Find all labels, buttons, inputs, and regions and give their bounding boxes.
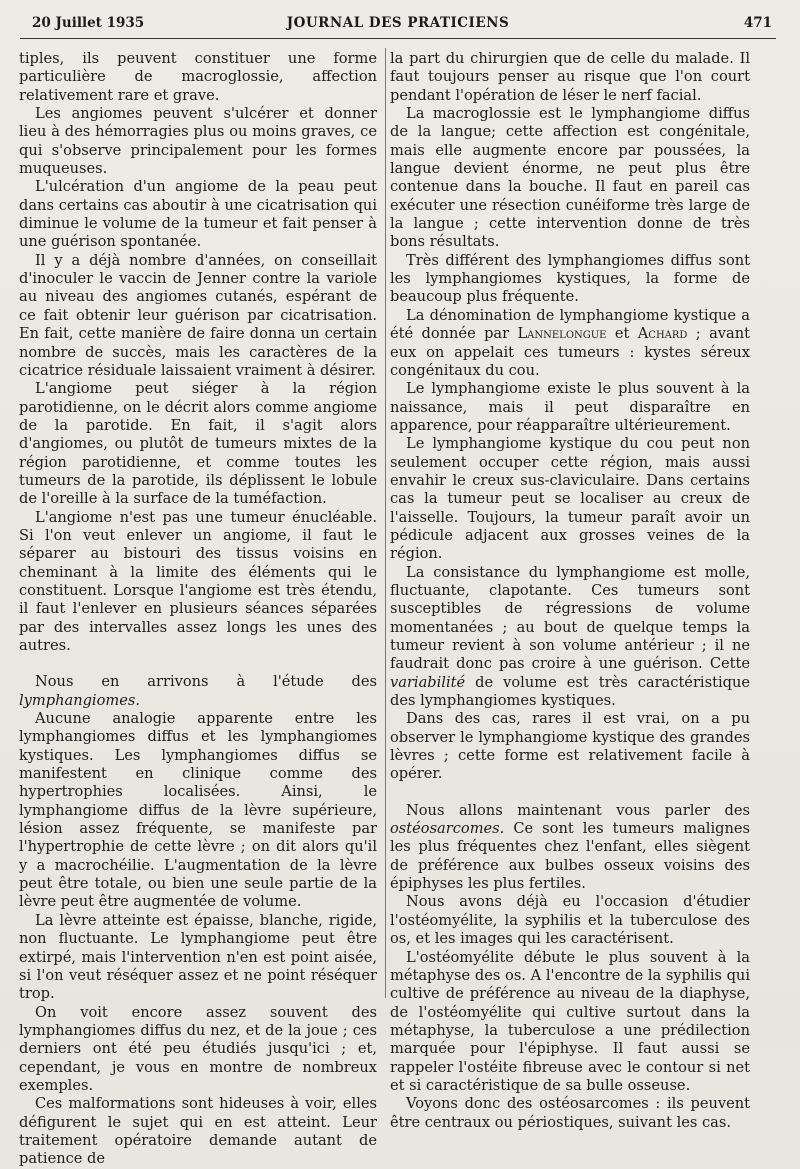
denomination-text: et [606,325,638,343]
paragraph: la part du chirurgien que de celle du malade. Il faut toujours penser au risque que l'on court pendant l'opération de léser le nerf facial. [390,50,750,104]
denomination-text: ; avant eux on appelait ces tumeurs : kystes séreux congénitaux du cou. [390,325,751,379]
right-column [390,50,750,1132]
paragraph: La macroglossie est le lymphangiome diffus de la langue; cette affection est congénitale, mais elle augmente encore par poussées, la langue devient énorme, ne peut plus être contenue dans la bouche. Il faut en pareil cas exécuter une résection cunéiforme très large de la langue ; cette intervention donne de très bons résultats. [390,105,750,251]
paragraph-consistance [390,564,750,711]
intro-text: Nous en arrivons à l'étude des [35,673,377,691]
paragraph: tiples, ils peuvent constituer une forme particulière de macroglossie, affection relativement rare et grave. [19,50,377,104]
paragraph: Voyons donc des ostéosarcomes : ils peuvent être centraux ou périostiques, suivant les cas. [390,1095,750,1131]
paragraph: Très différent des lymphangiomes diffus sont les lymphangiomes kystiques, la forme de beaucoup plus fréquente. [390,251,750,306]
author-name: Achard [637,325,688,343]
paragraph: Il y a déjà nombre d'années, on conseillait d'inoculer le vaccin de Jenner contre la variole au niveau des angiomes cutanés, espérant de ce fait obtenir leur guérison par cicatrisation. En fait, cette manière de faire donna un certain nombre de succès, mais les caractères de la cicatrice résiduale laissaient vraiment à désirer. [19,251,377,379]
author-name: Lannelongue [517,325,607,343]
consistance-tail: de volume est très caractéristique des lymphangiomes kystiques. [390,673,750,710]
paragraph: La lèvre atteinte est épaisse, blanche, rigide, non fluctuante. Le lymphangiome peut être extirpé, mais l'intervention n'en est point aisée, si l'on veut réséquer assez et ne point réséquer trop. [19,911,377,1003]
page-number: 471 [743,15,772,31]
page-header [20,14,776,39]
intro-text: Nous allons maintenant vous parler des [406,801,750,819]
consistance-text: La consistance du lymphangiome est molle, fluctuante, clapotante. Ces tumeurs sont susceptibles de régressions de volume momentanées ; au bout de quelque temps la tumeur revient à son volume antérieur ; il ne faudrait donc pas croire à une guérison. Cette [390,563,750,673]
variabilite-emphasis: variabilité [390,673,466,691]
intro-emphasis: ostéosarcomes. [390,820,505,838]
paragraph: L'angiome n'est pas une tumeur énucléable. Si l'on veut enlever un angiome, il faut le séparer au bistouri des tissus voisins en cheminant à la limite des éléments qui le constituent. Lorsque l'angiome est très étendu, il faut l'enlever en plusieurs séances séparées par des intervalles assez longs les unes des autres. [19,508,377,654]
paragraph: Le lymphangiome existe le plus souvent à la naissance, mais il peut disparaître en apparence, pour réapparaître ultérieurement. [390,380,750,434]
intro-tail: Ce sont les tumeurs malignes les plus fréquentes chez l'enfant, elles siègent de préférence aux bulbes osseux voisins des épiphyses les plus fertiles. [390,820,750,893]
paragraph: L'ostéomyélite débute le plus souvent à la métaphyse des os. A l'encontre de la syphilis qui cultive de préférence au niveau de la diaphyse, de l'ostéomyélite qui cultive surtout dans la métaphyse, la tuberculose a une prédilection marquée pour l'épiphyse. Il faut aussi se rappeler l'ostéite fibreuse avec le contour si net et si caractéristique de sa bulle osseuse. [390,948,750,1094]
header-date: 20 Juillet 1935 [32,15,145,31]
paragraph: On voit encore assez souvent des lymphangiomes diffus du nez, et de la joue ; ces derniers ont été peu étudiés jusqu'ici ; et, cependant, je vous en montre de nombreux exemples. [19,1003,377,1094]
paragraph: Aucune analogie apparente entre les lymphangiomes diffus et les lymphangiomes kystiques. Les lymphangiomes diffus se manifestent en clinique comme des hypertrophies localisées. Ainsi, le lymphangiome diffus de la lèvre supérieure, lésion assez fréquente, se manifeste par l'hypertrophie de cette lèvre ; on dit alors qu'il y a macrochéilie. L'augmentation de la lèvre peut être totale, ou bien une seule partie de la lèvre peut être augmentée de volume. [19,710,377,911]
paragraph: Nous avons déjà eu l'occasion d'étudier l'ostéomyélite, la syphilis et la tuberculose des os, et les images qui les caractérisent. [390,893,750,948]
denomination-text: La dénomination de lymphangiome kystique a été donnée par [390,306,750,343]
paragraph: L'angiome peut siéger à la région parotidienne, on le décrit alors comme angiome de la parotide. En fait, il s'agit alors d'angiomes, ou plutôt de tumeurs mixtes de la région parotidienne, et comme toutes les tumeurs de la parotide, ils déplissent le lobule de l'oreille à la surface de la tuméfaction. [19,380,377,508]
left-column [19,50,377,1169]
paragraph: Dans des cas, rares il est vrai, on a pu observer le lymphangiome kystique des grandes lèvres ; cette forme est relativement facile à opérer. [390,710,750,783]
paragraph-denomination [390,307,750,380]
paragraph: L'ulcération d'un angiome de la peau peut dans certains cas aboutir à une cicatrisation qui diminue le volume de la tumeur et fait penser à une guérison spontanée. [19,178,377,251]
column-divider [385,48,386,998]
paragraph: Ces malformations sont hideuses à voir, elles défigurent le sujet qui en est atteint. Leur traitement opératoire demande autant de patience de [19,1095,377,1168]
paragraph: Les angiomes peuvent s'ulcérer et donner lieu à des hémorragies plus ou moins graves, ce qui s'observe principalement pour les formes muqueuses. [19,105,377,178]
section-intro-lymphangiomes [19,673,377,710]
journal-title: JOURNAL DES PRATICIENS [286,15,510,31]
paragraph: Le lymphangiome kystique du cou peut non seulement occuper cette région, mais aussi envahir le creux sus-claviculaire. Dans certains cas la tumeur peut se localiser au creux de l'aisselle. Toujours, la tumeur paraît avoir un pédicule adjacent aux grosses veines de la région. [390,435,750,563]
section-intro-osteosarcomes [390,802,750,894]
intro-emphasis: lymphangiomes. [19,691,140,709]
